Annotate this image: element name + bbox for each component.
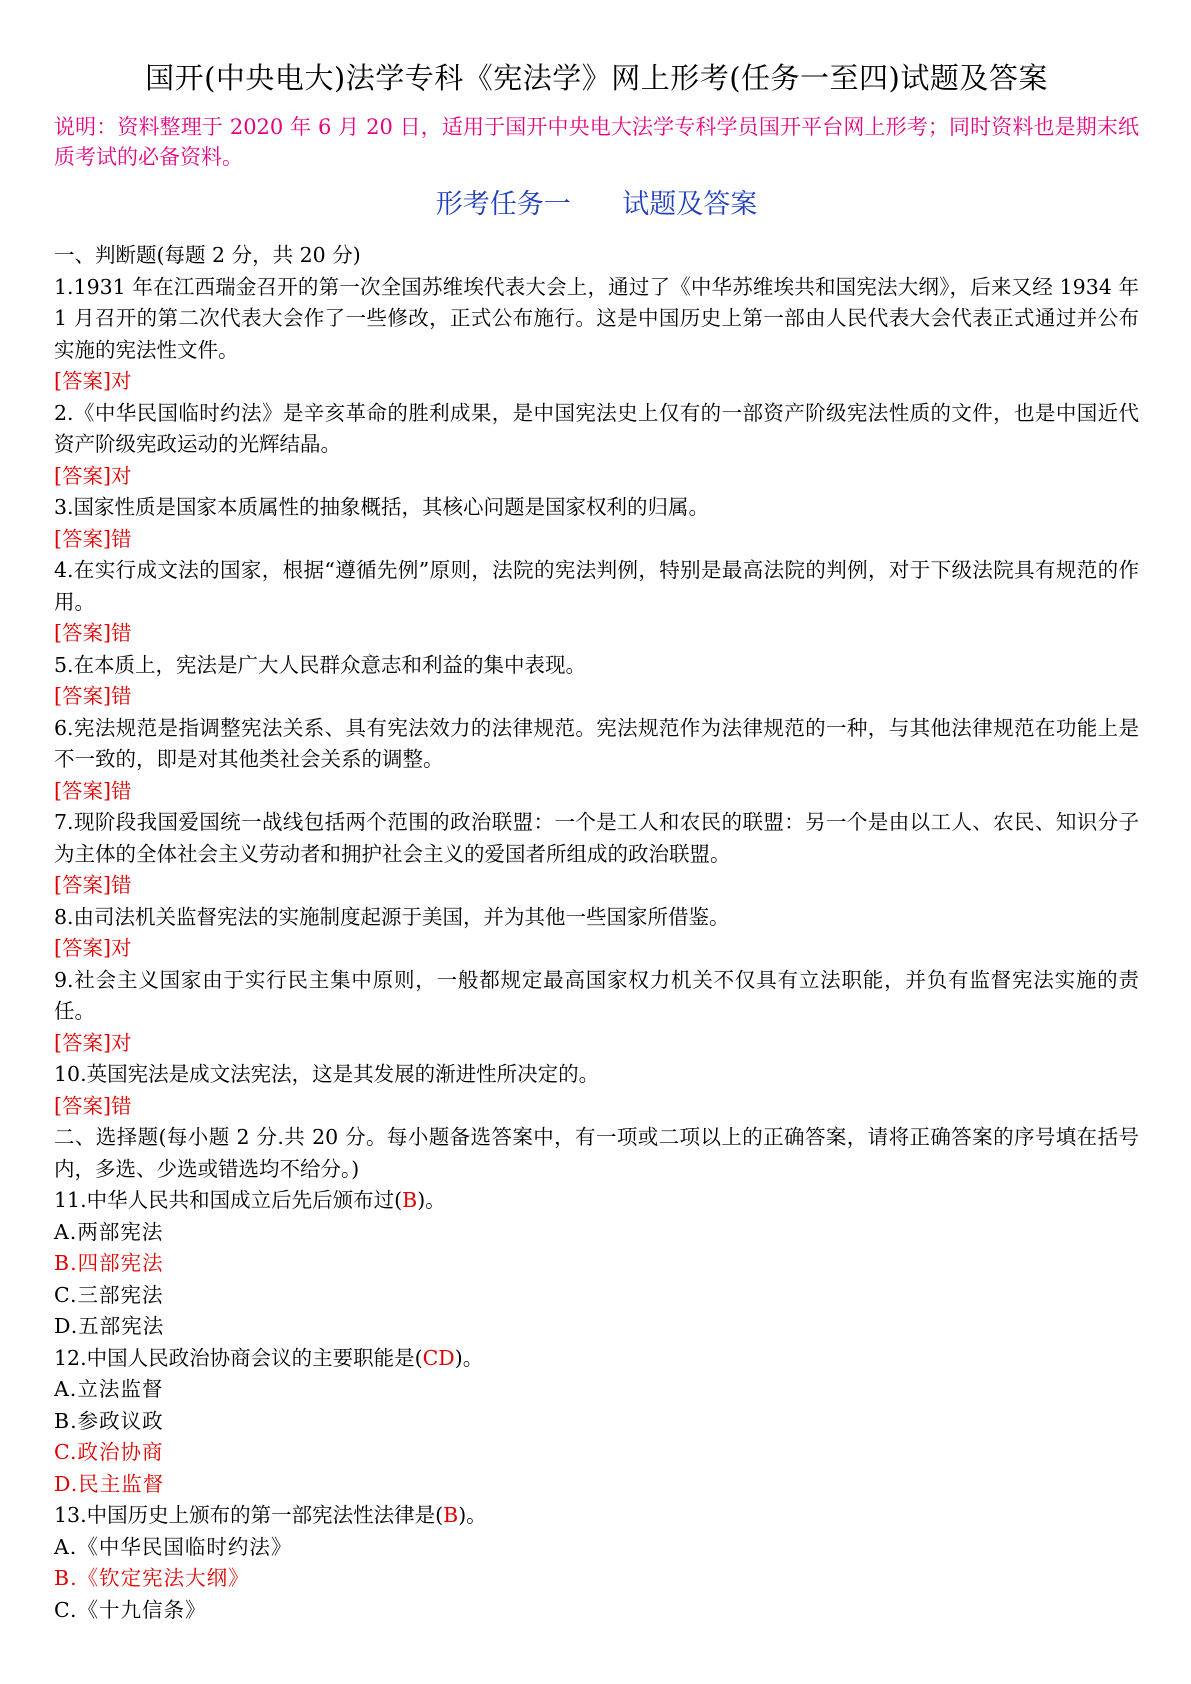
answer-line [54, 618, 1139, 650]
stem-end: )。 [417, 1188, 446, 1212]
answer-line [54, 461, 1139, 493]
document-note: 说明：资料整理于 2020 年 6 月 20 日，适用于国开中央电大法学专科学员国开平台网上形考；同时资料也是期末纸质考试的必备资料。 [54, 115, 1139, 169]
question-stem [54, 1185, 1139, 1217]
option-item: C.三部宪法 [54, 1282, 164, 1307]
answer-prefix: [答案] [54, 1093, 111, 1118]
stem-answer: B [402, 1188, 418, 1212]
option-item-correct: B.四部宪法 [54, 1251, 164, 1275]
answer-line [54, 524, 1139, 556]
question-text: 1.1931 年在江西瑞金召开的第一次全国苏维埃代表大会上，通过了《中华苏维埃共和国宪法大纲》，后来又经 1934 年 1 月召开的第二次代表大会作了一些修改，正式公布施行。这是中国历史上第一部由人民代表大会代表正式通过并公布实施的宪法性文件。 [54, 274, 1139, 362]
option-item-correct: C.政治协商 [54, 1440, 164, 1464]
stem-text: 13.中国历史上颁布的第一部宪法性法律是( [54, 1503, 444, 1527]
question-text: 8.由司法机关监督宪法的实施制度起源于美国，并为其他一些国家所借鉴。 [54, 904, 730, 929]
question-text: 2.《中华民国临时约法》是辛亥革命的胜利成果，是中国宪法史上仅有的一部资产阶级宪法性质的文件，也是中国近代资产阶级宪政运动的光辉结晶。 [54, 400, 1139, 456]
part2-heading: 二、选择题(每小题 2 分.共 20 分。每小题备选答案中，有一项或二项以上的正确答案，请将正确答案的序号填在括号内，多选、少选或错选均不给分。) [54, 1125, 1139, 1181]
stem-answer: B [443, 1503, 459, 1527]
answer-line [54, 1028, 1139, 1060]
part1-true-false [54, 240, 1139, 1122]
option-item: A.《中华民国临时约法》 [54, 1534, 293, 1559]
answer-prefix: [答案] [54, 936, 111, 960]
option-item-correct: D.民主监督 [54, 1471, 165, 1496]
answer-prefix: [答案] [54, 1030, 111, 1055]
answer-value: 对 [111, 936, 132, 960]
option-item: D.五部宪法 [54, 1314, 165, 1338]
question-text: 9.社会主义国家由于实行民主集中原则，一般都规定最高国家权力机关不仅具有立法职能，并负有监督宪法实施的责任。 [54, 967, 1139, 1023]
question-text: 5.在本质上，宪法是广大人民群众意志和利益的集中表现。 [54, 652, 587, 677]
answer-value: 错 [111, 778, 132, 803]
question-text: 6.宪法规范是指调整宪法关系、具有宪法效力的法律规范。宪法规范作为法律规范的一种，与其他法律规范在功能上是不一致的，即是对其他类社会关系的调整。 [54, 715, 1139, 771]
answer-prefix: [答案] [54, 621, 111, 645]
answer-value: 对 [111, 369, 132, 393]
answer-line [54, 776, 1139, 808]
question-text: 4.在实行成文法的国家，根据“遵循先例”原则，法院的宪法判例，特别是最高法院的判例，对于下级法院具有规范的作用。 [54, 558, 1139, 614]
answer-line [54, 681, 1139, 713]
part1-heading: 一、判断题(每题 2 分，共 20 分) [54, 243, 361, 267]
stem-text: 12.中国人民政治协商会议的主要职能是( [54, 1345, 423, 1370]
answer-line [54, 933, 1139, 965]
answer-prefix: [答案] [54, 369, 111, 393]
answer-value: 错 [111, 526, 132, 551]
option-item: C.《十九信条》 [54, 1597, 207, 1622]
question-stem [54, 1500, 1139, 1532]
answer-prefix: [答案] [54, 463, 111, 488]
stem-answer: CD [422, 1345, 455, 1370]
option-item: A.两部宪法 [54, 1219, 164, 1244]
answer-line [54, 1091, 1139, 1123]
answer-prefix: [答案] [54, 778, 111, 803]
answer-line [54, 366, 1139, 398]
question-text: 3.国家性质是国家本质属性的抽象概括，其核心问题是国家权利的归属。 [54, 495, 710, 519]
answer-line [54, 870, 1139, 902]
section-title: 形考任务一 试题及答案 [435, 189, 758, 220]
answer-value: 对 [111, 463, 132, 488]
question-text: 10.英国宪法是成文法宪法，这是其发展的渐进性所决定的。 [54, 1062, 600, 1086]
answer-value: 对 [111, 1030, 132, 1055]
answer-prefix: [答案] [54, 526, 111, 551]
stem-text: 11.中华人民共和国成立后先后颁布过( [54, 1188, 403, 1212]
stem-end: )。 [454, 1345, 484, 1370]
answer-value: 错 [111, 1093, 132, 1118]
part2-multiple-choice [54, 1122, 1139, 1626]
answer-prefix: [答案] [54, 873, 111, 897]
stem-end: )。 [458, 1503, 487, 1527]
answer-value: 错 [111, 684, 132, 708]
option-item-correct: B.《钦定宪法大纲》 [54, 1566, 250, 1590]
question-stem [54, 1343, 1139, 1375]
answer-prefix: [答案] [54, 684, 111, 708]
answer-value: 错 [111, 873, 132, 897]
option-item: A.立法监督 [54, 1377, 164, 1401]
option-item: B.参政议政 [54, 1408, 164, 1433]
answer-value: 错 [111, 621, 132, 645]
document-title: 国开(中央电大)法学专科《宪法学》网上形考(任务一至四)试题及答案 [145, 61, 1048, 95]
question-text: 7.现阶段我国爱国统一战线包括两个范围的政治联盟：一个是工人和农民的联盟：另一个是由以工人、农民、知识分子为主体的全体社会主义劳动者和拥护社会主义的爱国者所组成的政治联盟。 [54, 810, 1139, 866]
